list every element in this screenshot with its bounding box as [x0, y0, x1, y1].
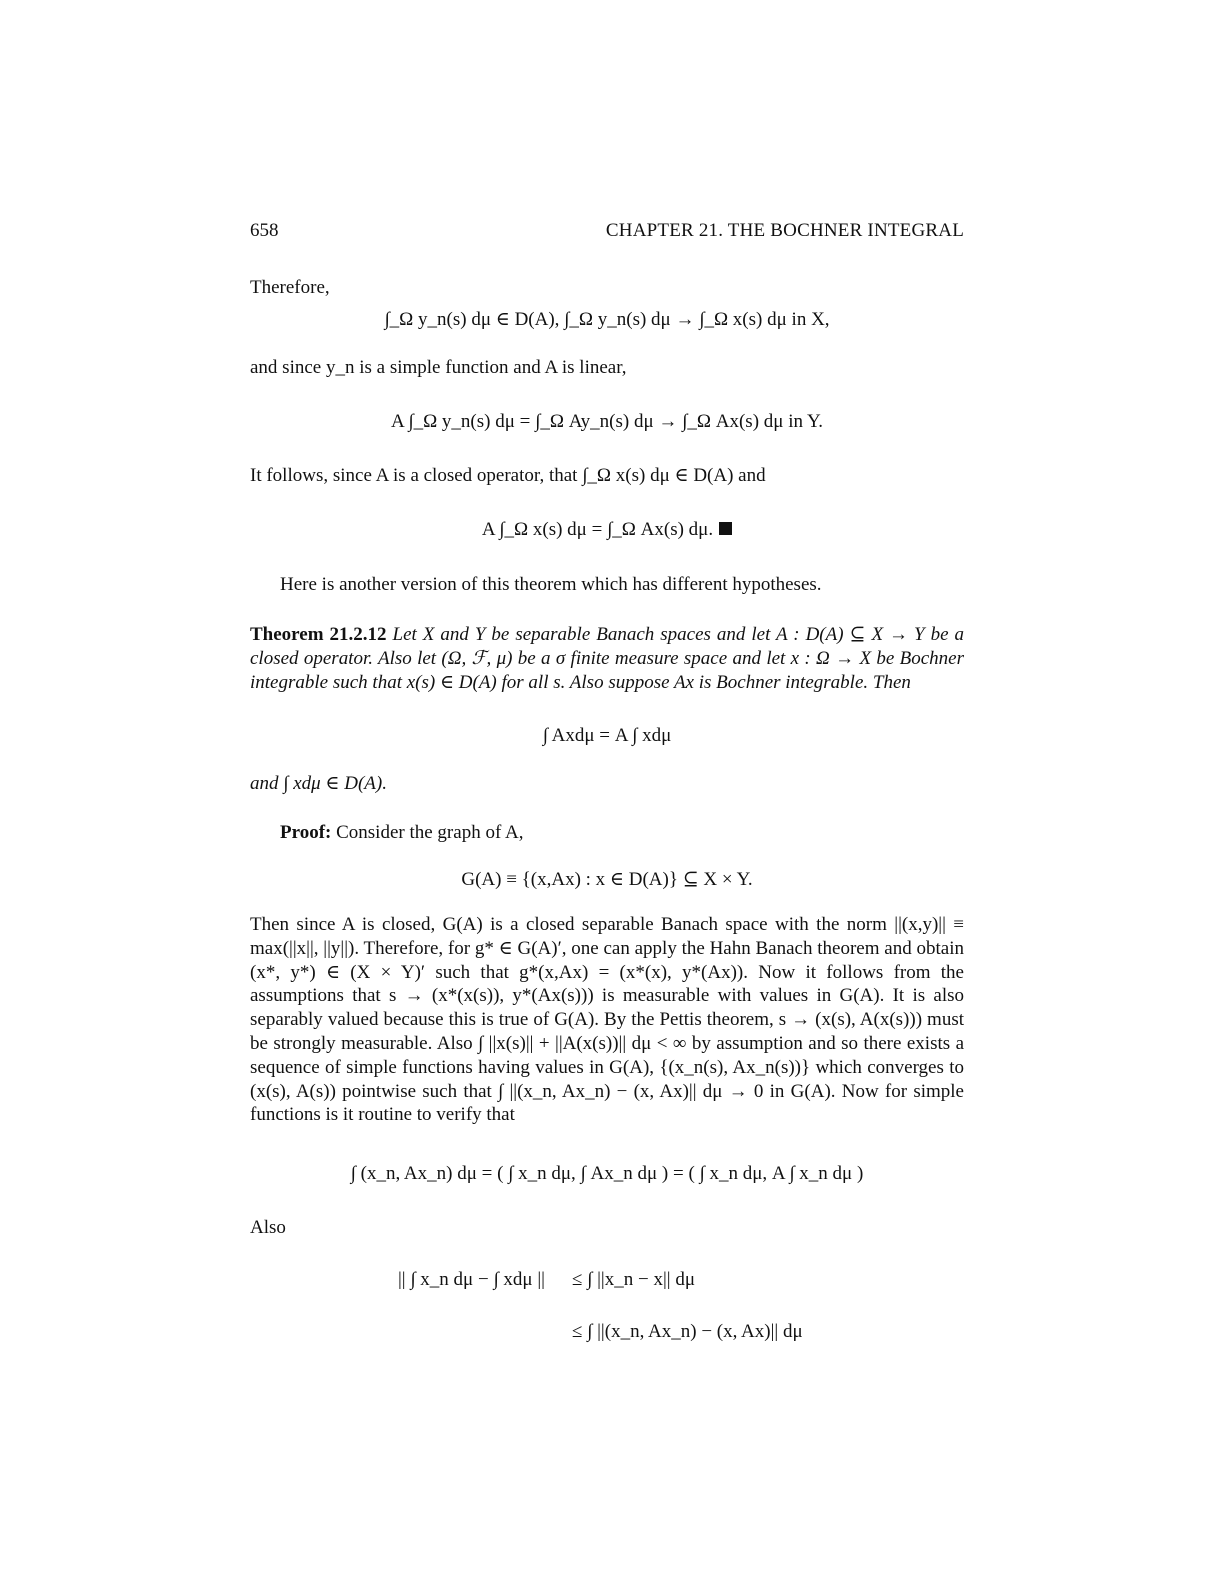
equation-5: G(A) ≡ {(x,Ax) : x ∈ D(A)} ⊆ X × Y. — [461, 869, 753, 890]
equation-7-rhs-2: ≤ ∫ ||(x_n, Ax_n) − (x, Ax)|| dμ — [572, 1321, 803, 1342]
theorem-block — [250, 623, 964, 694]
text-it-follows: It follows, since A is a closed operator, that ∫_Ω x(s) dμ ∈ D(A) and — [250, 465, 766, 486]
equation-7-rhs-1: ≤ ∫ ||x_n − x|| dμ — [572, 1269, 695, 1290]
theorem-statement: Let X and Y be separable Banach spaces and let A : D(A) ⊆ X → Y be a closed operator. Also let (Ω, ℱ, μ) be a σ finite measure space and let x : Ω → X be Bochner integrable such that x(s) ∈ D(A) for all s. Also suppose Ax is Bochner integrable. Then — [250, 624, 965, 693]
qed-square-icon — [719, 522, 732, 535]
proof-label: Proof: — [280, 822, 332, 843]
theorem-conclusion: and ∫ xdμ ∈ D(A). — [250, 773, 387, 794]
running-header — [250, 220, 964, 244]
chapter-title: CHAPTER 21. THE BOCHNER INTEGRAL — [605, 220, 964, 241]
equation-3 — [250, 516, 964, 544]
equation-3-text: A ∫_Ω x(s) dμ = ∫_Ω Ax(s) dμ. — [481, 519, 714, 540]
text-therefore: Therefore, — [250, 277, 330, 298]
page-number: 658 — [250, 220, 279, 241]
proof-intro-text: Consider the graph of A, — [336, 822, 524, 843]
proof-intro — [250, 821, 964, 845]
equation-1: ∫_Ω y_n(s) dμ ∈ D(A), ∫_Ω y_n(s) dμ → ∫_Ω x(s) dμ in X, — [384, 309, 830, 330]
text-another-version: Here is another version of this theorem which has different hypotheses. — [280, 574, 822, 595]
equation-6: ∫ (x_n, Ax_n) dμ = ( ∫ x_n dμ, ∫ Ax_n dμ ) = ( ∫ x_n dμ, A ∫ x_n dμ ) — [350, 1163, 864, 1184]
text-also: Also — [250, 1217, 286, 1238]
equation-7-lhs: || ∫ x_n dμ − ∫ xdμ || — [398, 1269, 545, 1290]
equation-2: A ∫_Ω y_n(s) dμ = ∫_Ω Ay_n(s) dμ → ∫_Ω Ax(s) dμ in Y. — [390, 411, 824, 432]
theorem-label: Theorem 21.2.12 — [250, 624, 387, 645]
text-since-yn: and since y_n is a simple function and A is linear, — [250, 357, 627, 378]
proof-body: Then since A is closed, G(A) is a closed separable Banach space with the norm ||(x,y)|| ≡ max(||x||, ||y||). Therefore, for g* ∈ G(A)′, one can apply the Hahn Banach theorem and obtain (x*, y*) ∈ (X × Y)′ such that g*(x,Ax) = (x*(x), y*(Ax)). Now it follows from the assumptions that s → (x*(x(s)), y*(Ax(s))) is measurable with values in G(A). It is also separably valued because this is true of G(A). By the Pettis theorem, s → (x(s), A(x(s))) must be strongly measurable. Also ∫ ||x(s)|| + ||A(x(s))|| dμ < ∞ by assumption and so there exists a sequence of simple functions having values in G(A), {(x_n(s), Ax_n(s))} which converges to (x(s), A(s)) pointwise such that ∫ ||(x_n, Ax_n) − (x, Ax)|| dμ → 0 in G(A). Now for simple functions is it routine to verify that — [250, 914, 964, 1126]
equation-4: ∫ Axdμ = A ∫ xdμ — [542, 725, 672, 746]
